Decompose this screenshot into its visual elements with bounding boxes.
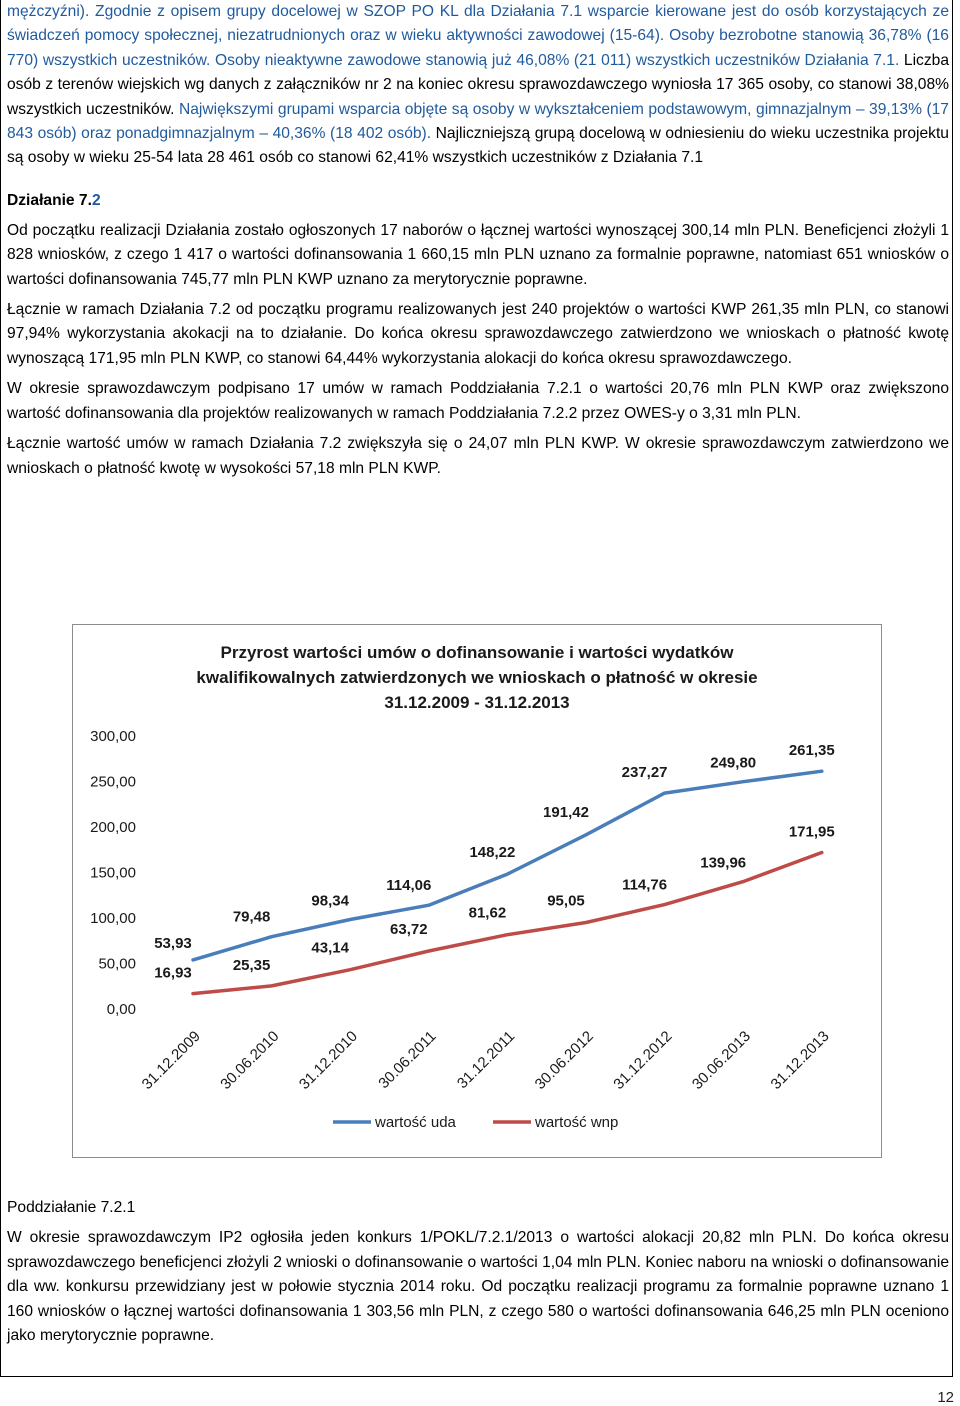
y-tick-label: 50,00: [98, 955, 136, 973]
line-chart: [72, 624, 882, 1158]
data-label: 79,48: [232, 908, 271, 926]
y-tick-label: 150,00: [90, 864, 136, 882]
section-poddzialanie-721: [7, 1196, 949, 1348]
data-label: 16,93: [154, 964, 192, 982]
data-label: 98,34: [311, 892, 349, 910]
x-tick-label: 31.12.2010: [295, 1027, 362, 1093]
heading-dzialanie-72: [7, 189, 949, 213]
data-label: 95,05: [547, 892, 585, 910]
data-label: 63,72: [390, 921, 428, 939]
data-label: 43,14: [311, 939, 349, 957]
paragraph-71-summary: [7, 0, 949, 171]
x-tick-label: 31.12.2009: [138, 1027, 204, 1093]
paragraph-72-2: Łącznie w ramach Działania 7.2 od początku programu realizowanych jest 240 projektów o wartości KWP 261,35 mln PLN, co stanowi 97,94% wykorzystania akokacji na to działanie. Do końca okresu sprawozdawczego zatwierdzono we wnioskach o płatność kwotę wynoszącą 171,95 mln PLN KWP, co stanowi 64,44% wykorzystania alokacji do końca okresu sprawozdawczego.: [7, 301, 949, 367]
data-label: 171,95: [788, 823, 835, 841]
x-tick-label: 30.06.2013: [688, 1027, 755, 1093]
x-tick-label: 30.06.2012: [531, 1027, 597, 1093]
paragraph-72-4: Łącznie wartość umów w ramach Działania 7.2 zwiększyła się o 24,07 mln PLN KWP. W okresie sprawozdawczym zatwierdzono we wnioskach o płatność kwotę w wysokości 57,18 mln PLN KWP.: [7, 435, 949, 477]
data-label: 191,42: [543, 803, 589, 821]
data-label: 249,80: [710, 754, 757, 772]
data-label: 237,27: [621, 764, 668, 782]
paragraph-72-1: Od początku realizacji Działania zostało ogłoszonych 17 naborów o łącznej wartości wynoszącej 300,14 mln PLN. Beneficjenci złożyli 1 828 wniosków, z czego 1 417 o wartości dofinansowania 1 660,15 mln PLN uznano za formalnie poprawne, natomiast 651 wniosków o wartości dofinansowania 745,77 mln PLN KWP uznano za merytorycznie poprawne.: [7, 221, 949, 288]
data-label: 25,35: [232, 956, 271, 974]
chart-title-line: 31.12.2009 - 31.12.2013: [384, 693, 570, 712]
heading-72-text: Działanie 7.: [7, 191, 92, 209]
x-tick-label: 31.12.2011: [453, 1027, 519, 1093]
page-number: 12: [937, 1389, 954, 1406]
text-71-part4: Najliczniejszą grupą docelową w odniesieniu do wieku uczestnika projektu są osoby w wieku 25-54 lata 28 461 osób co stanowi 62,41% wszystkich uczestników z Działania 7.1: [7, 125, 949, 167]
y-tick-label: 250,00: [90, 773, 136, 791]
data-label: 261,35: [788, 742, 835, 760]
x-tick-label: 31.12.2012: [610, 1027, 676, 1093]
y-tick-label: 100,00: [90, 910, 136, 927]
data-label: 114,76: [622, 876, 668, 894]
paragraph-72-3: W okresie sprawozdawczym podpisano 17 umów w ramach Poddziałania 7.2.1 o wartości 20,76 mln PLN KWP oraz zwiększono wartość dofinansowania dla projektów realizowanych w ramach Poddziałania 7.2.2 przez OWES-y o 3,31 mln PLN.: [7, 380, 949, 422]
main-content: [7, 0, 949, 481]
text-71-part1: mężczyźni). Zgodnie z opisem grupy docelowej w SZOP PO KL dla Działania 7.1 wsparcie kierowane jest do osób korzystających ze świadczeń pomocy społecznej, niezatrudnionych oraz w wieku aktywności zawodowej (15-64). Osoby bezrobotne stanowią 36,78% (16 770) wszystkich uczestników. Osoby nieaktywne zawodowe stanowią już 46,08% (21 011) wszystkich uczestników Działania 7.1.: [7, 3, 949, 69]
data-label: 148,22: [469, 844, 516, 862]
x-tick-label: 31.12.2013: [767, 1027, 833, 1093]
chart-title-line: kwalifikowalnych zatwierdzonych we wnioskach o płatność w okresie: [196, 668, 758, 687]
data-label: 114,06: [386, 877, 432, 895]
data-label: 53,93: [154, 934, 192, 952]
y-tick-label: 200,00: [90, 819, 136, 836]
chart-title-line: Przyrost wartości umów o dofinansowanie i wartości wydatków: [220, 643, 734, 662]
data-label: 139,96: [700, 854, 747, 872]
paragraph-721: W okresie sprawozdawczym IP2 ogłosiła jeden konkurs 1/POKL/7.2.1/2013 o wartości alokacji 20,82 mln PLN. Do końca okresu sprawozdawczego beneficjenci złożyli 2 wnioski o dofinansowanie o wartości 1,04 mln PLN. Koniec naboru na wnioski o dofinansowanie dla ww. konkursu przewidziany jest w połowie stycznia 2014 roku. Od początku realizacji programu za formalnie poprawne uznano 1 160 wniosków o łącznej wartości dofinansowania 1 303,56 mln PLN, z czego 580 o wartości dofinansowania 646,25 mln PLN oceniono jako merytorycznie poprawne.: [7, 1229, 949, 1345]
heading-poddzialanie-721: Poddziałanie 7.2.1: [7, 1199, 136, 1216]
legend-label: wartość wnp: [535, 1114, 619, 1131]
data-label: 81,62: [468, 904, 507, 922]
chart-svg: [73, 625, 881, 1157]
y-tick-label: 300,00: [90, 728, 136, 745]
legend-label: wartość uda: [375, 1114, 456, 1131]
x-tick-label: 30.06.2011: [375, 1027, 440, 1093]
text-71-part2: Liczba osób z terenów wiejskich wg danych z załączników nr 2 na koniec okresu sprawozdawczego wyniosła 17 365 osoby, co stanowi 38,08% wszystkich uczestników.: [7, 51, 949, 118]
heading-72-num: 2: [91, 191, 101, 209]
y-tick-label: 0,00: [106, 1001, 136, 1018]
text-71-part3: Największymi grupami wsparcia objęte są osoby w wykształceniem podstawowym, gimnazjalnym – 39,13% (17 843 osób) oraz ponadgimnazjalnym – 40,36% (18 402 osób).: [7, 100, 949, 143]
x-tick-label: 30.06.2010: [217, 1027, 283, 1093]
